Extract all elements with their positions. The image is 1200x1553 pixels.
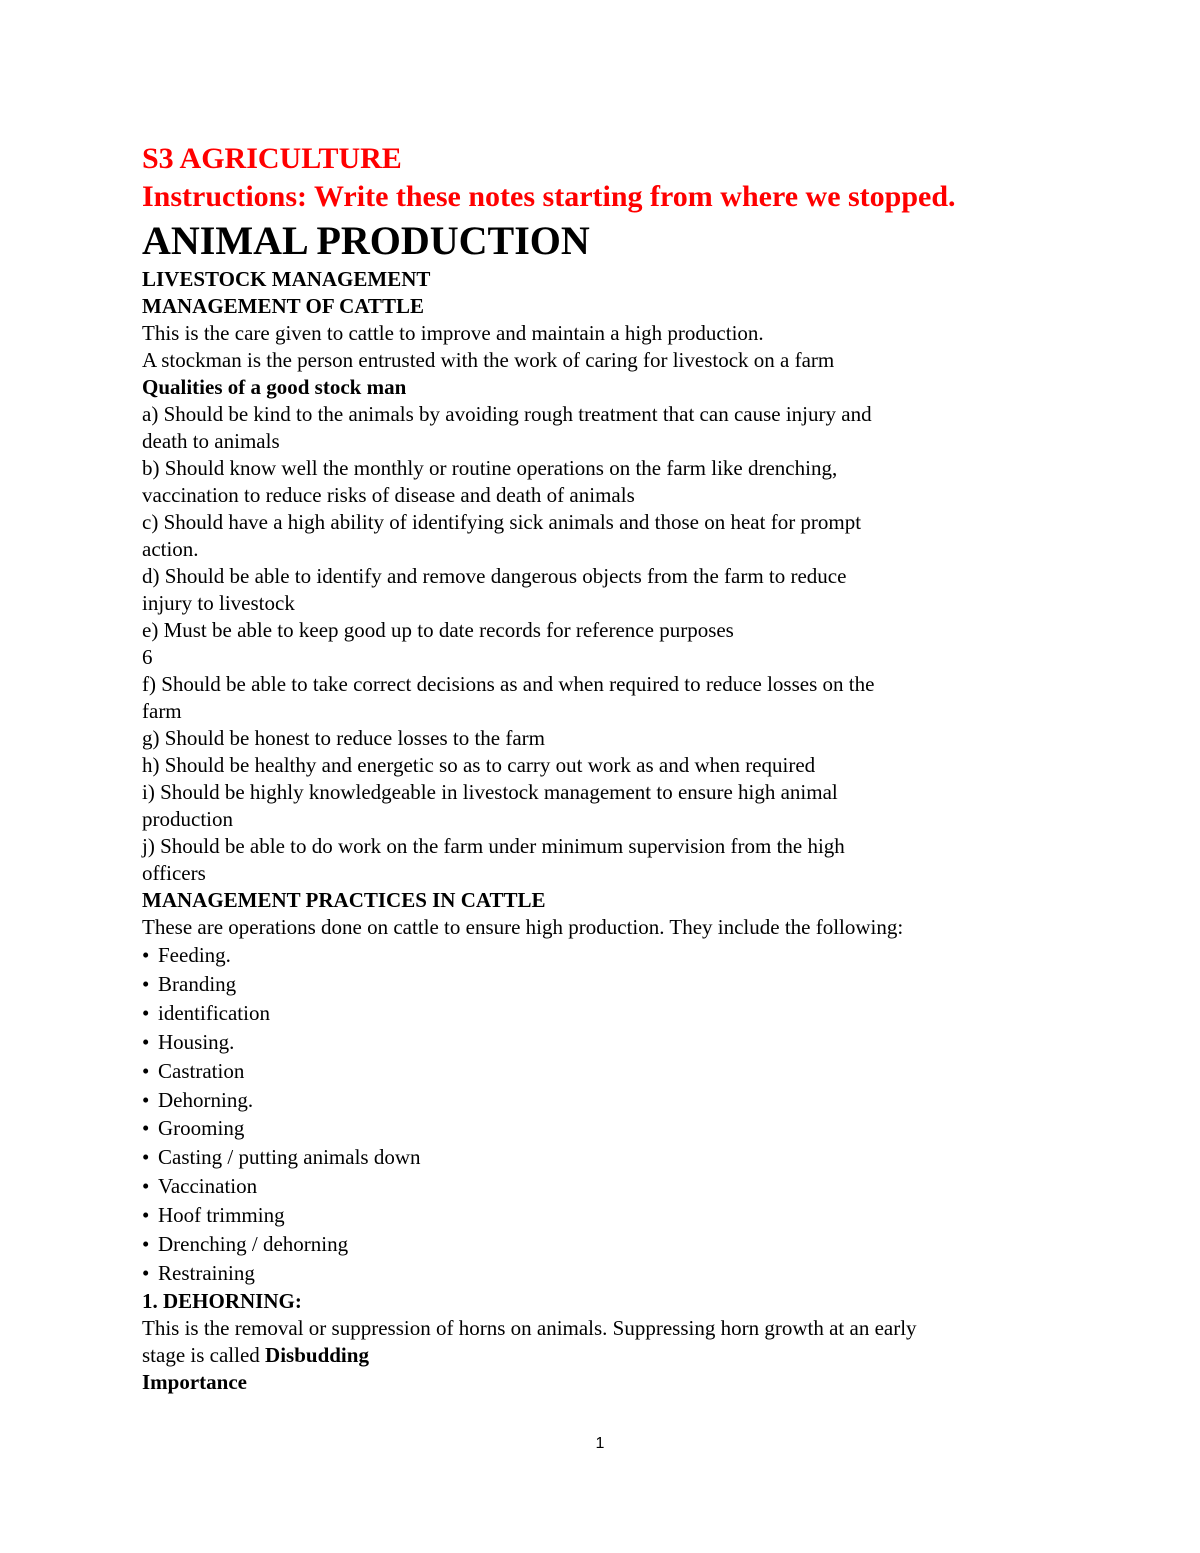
qualities-line: j) Should be able to do work on the farm under minimum supervision from the high [142, 834, 845, 858]
disbudding-term: Disbudding [265, 1342, 369, 1367]
list-item [142, 1201, 1062, 1230]
list-item-label: Casting / putting animals down [158, 1145, 421, 1170]
qualities-line: c) Should have a high ability of identifying sick animals and those on heat for prompt [142, 510, 862, 534]
bullet-icon: • [142, 1116, 150, 1141]
list-item [142, 941, 1062, 970]
qualities-line: e) Must be able to keep good up to date records for reference purposes [142, 618, 734, 642]
list-item-label: Branding [158, 971, 237, 996]
qualities-list [142, 401, 1062, 887]
list-item-label: Restraining [158, 1260, 255, 1285]
section-heading-cattle: MANAGEMENT OF CATTLE [142, 294, 424, 318]
list-item [142, 1143, 1062, 1172]
practices-heading: MANAGEMENT PRACTICES IN CATTLE [142, 888, 546, 912]
page-number: 1 [595, 1435, 605, 1452]
course-title: S3 AGRICULTURE [142, 142, 402, 175]
qualities-heading: Qualities of a good stock man [142, 375, 407, 399]
list-item-label: Housing. [158, 1029, 235, 1054]
list-item-label: Vaccination [158, 1174, 258, 1199]
bullet-icon: • [142, 1087, 150, 1112]
dehorning-heading: 1. DEHORNING: [142, 1288, 302, 1313]
list-item [142, 1114, 1062, 1143]
qualities-line: b) Should know well the monthly or routine operations on the farm like drenching, [142, 456, 838, 480]
instructions-line: Instructions: Write these notes starting from where we stopped. [142, 180, 956, 213]
bullet-icon: • [142, 971, 150, 996]
list-item-label: Feeding. [158, 943, 231, 967]
list-item-label: Grooming [158, 1116, 245, 1141]
list-item [142, 1086, 1062, 1115]
list-item-label: identification [158, 1000, 270, 1025]
qualities-line: d) Should be able to identify and remove dangerous objects from the farm to reduce [142, 564, 847, 588]
importance-heading: Importance [142, 1369, 247, 1394]
qualities-line: f) Should be able to take correct decisions as and when required to reduce losses on the [142, 672, 875, 696]
bullet-icon: • [142, 1029, 150, 1054]
bullet-icon: • [142, 1000, 150, 1025]
stockman-definition: A stockman is the person entrusted with the work of caring for livestock on a farm [142, 348, 835, 372]
cattle-definition: This is the care given to cattle to improve and maintain a high production. [142, 321, 764, 345]
qualities-line: farm [142, 699, 182, 723]
bullet-icon: • [142, 1232, 150, 1257]
qualities-line: h) Should be healthy and energetic so as to carry out work as and when required [142, 753, 816, 777]
bullet-icon: • [142, 1058, 150, 1083]
bullet-icon: • [142, 1203, 150, 1228]
list-item [142, 1028, 1062, 1057]
list-item [142, 999, 1062, 1028]
practices-intro: These are operations done on cattle to ensure high production. They include the following: [142, 915, 904, 939]
list-item-label: Drenching / dehorning [158, 1232, 349, 1257]
disbudding-lead-text: stage is called [142, 1342, 266, 1367]
qualities-line: production [142, 807, 233, 831]
list-item-label: Dehorning. [158, 1087, 254, 1112]
qualities-line: death to animals [142, 429, 280, 453]
qualities-line: officers [142, 861, 206, 885]
list-item [142, 1259, 1062, 1288]
qualities-line: vaccination to reduce risks of disease and death of animals [142, 483, 635, 507]
qualities-line: a) Should be kind to the animals by avoiding rough treatment that can cause injury and [142, 402, 872, 426]
qualities-line: g) Should be honest to reduce losses to the farm [142, 726, 545, 750]
qualities-line: i) Should be highly knowledgeable in livestock management to ensure high animal [142, 780, 838, 804]
dehorning-definition: This is the removal or suppression of horns on animals. Suppressing horn growth at an early [142, 1315, 917, 1340]
section-heading-livestock: LIVESTOCK MANAGEMENT [142, 267, 431, 291]
list-item [142, 1230, 1062, 1259]
dehorning-disbudding-line [142, 1342, 1062, 1369]
list-item-label: Hoof trimming [158, 1203, 285, 1228]
main-heading: ANIMAL PRODUCTION [142, 218, 590, 263]
page-content [142, 140, 1062, 1396]
practices-list [142, 941, 1062, 1288]
list-item-label: Castration [158, 1058, 245, 1083]
qualities-line: action. [142, 537, 199, 561]
bullet-icon: • [142, 1260, 150, 1285]
bullet-icon: • [142, 1145, 150, 1170]
bullet-icon: • [142, 943, 150, 967]
qualities-line: injury to livestock [142, 591, 295, 615]
list-item [142, 970, 1062, 999]
list-item [142, 1172, 1062, 1201]
list-item [142, 1057, 1062, 1086]
bullet-icon: • [142, 1174, 150, 1199]
qualities-line: 6 [142, 645, 153, 669]
